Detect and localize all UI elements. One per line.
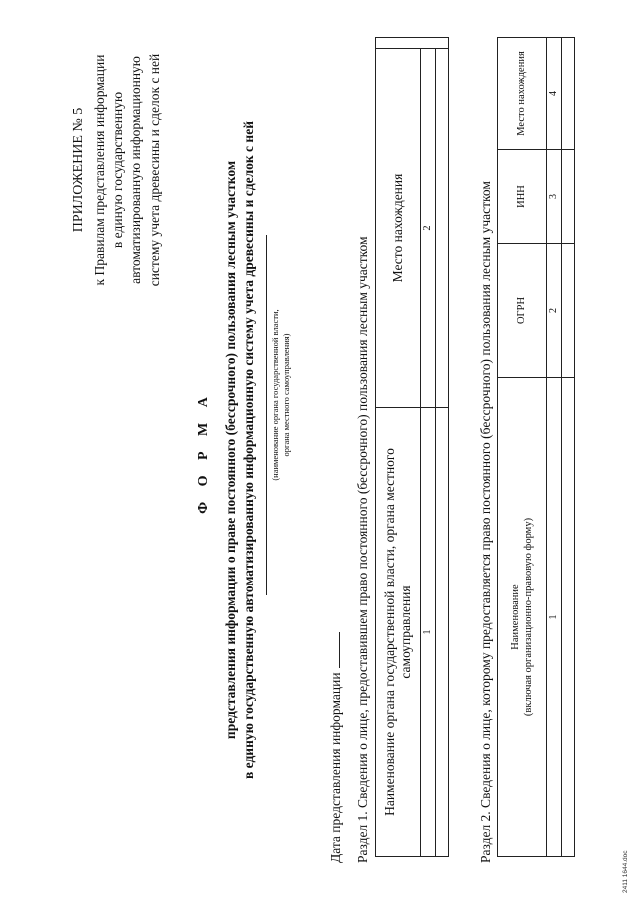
section1-col1-cell [436, 408, 449, 857]
authority-caption [270, 295, 292, 495]
table-row [421, 38, 436, 857]
document-reference: 2411 1644.doc [622, 850, 629, 893]
section1-col1-number: 1 [421, 408, 436, 857]
section1-table [375, 37, 449, 857]
table-row [547, 38, 562, 857]
section2-col2-number: 2 [547, 244, 562, 378]
section2-col3-cell [562, 150, 575, 244]
authority-caption-line-2: органа местного самоуправления) [281, 333, 292, 457]
date-blank [339, 632, 340, 668]
section2-col1-header-line-1: Наименование [509, 584, 521, 650]
section1-col1-header: Наименование органа государственной власти, органа местного самоуправления [376, 408, 421, 857]
section1-col2-number: 2 [421, 49, 436, 408]
section2-col2-header: ОГРН [498, 244, 547, 378]
section1-col2-header: Место нахождения [376, 49, 421, 408]
form-title: Ф О Р М А [196, 391, 211, 514]
appendix-block [70, 25, 164, 315]
section2-col1-number: 1 [547, 378, 562, 857]
form-subtitle [222, 55, 257, 845]
section2-col3-header: ИНН [498, 150, 547, 244]
appendix-title: ПРИЛОЖЕНИЕ № 5 [71, 107, 86, 233]
section1-col2-cell [436, 49, 449, 408]
table-row [498, 38, 547, 857]
section2-col3-number: 3 [547, 150, 562, 244]
table-edge [376, 38, 449, 49]
table-row [376, 38, 421, 857]
table-row [562, 38, 575, 857]
date-label: Дата представления информации [328, 672, 343, 863]
section2-col1-header-line-2: (включая организационно-правовую форму) [523, 517, 534, 717]
section2-col4-cell [562, 38, 575, 150]
date-row [328, 632, 344, 863]
section2-col2-cell [562, 244, 575, 378]
form-subtitle-line-1: представления информации о праве постоянного (бессрочного) пользования лесным участком [223, 160, 238, 740]
authority-fill-line [266, 235, 267, 595]
section2-col4-header: Место нахождения [498, 38, 547, 150]
appendix-line-1: к Правилам представления информации [91, 54, 107, 286]
appendix-line-2: в единую государственную [110, 91, 126, 249]
section2-col1-header [498, 378, 547, 857]
authority-caption-line-1: (наименование органа государственной власти, [270, 309, 280, 481]
table-row [436, 38, 449, 857]
section2-col4-number: 4 [547, 38, 562, 150]
form-subtitle-line-2: в единую государственную автоматизированную информационную систему учета древесины и сделок с ней [240, 121, 256, 779]
appendix-line-3: автоматизированную информационную [128, 56, 144, 284]
section2-title: Раздел 2. Сведения о лице, которому предоставляется право постоянного (бессрочного) пользования лесным участком [478, 181, 493, 863]
appendix-line-4: систему учета древесины и сделок с ней [146, 53, 162, 287]
section2-col1-cell [562, 378, 575, 857]
section1-title: Раздел 1. Сведения о лице, предоставившем право постоянного (бессрочного) пользования лесным участком [355, 236, 370, 863]
section2-table [497, 37, 575, 857]
